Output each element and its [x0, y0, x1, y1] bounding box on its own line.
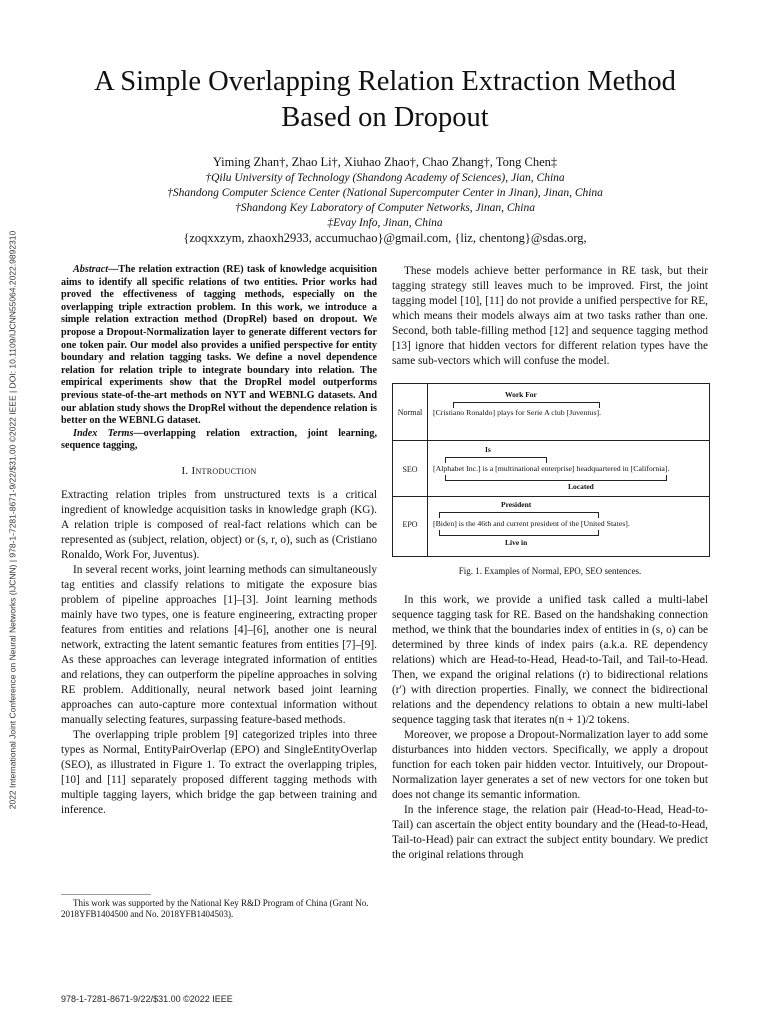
relation-label-is: Is — [485, 445, 491, 454]
figure-sentence-epo: [Biden] is the 46th and current president of the [United States]. — [433, 519, 630, 528]
left-column — [61, 264, 377, 818]
figure-row-label-seo: SEO — [402, 465, 418, 474]
figure-row-separator — [393, 496, 709, 497]
section-title: Introduction — [191, 464, 257, 477]
figure-sentence-seo: [Alphabet Inc.] is a [multinational enterprise] headquartered in [California]. — [433, 464, 670, 473]
author-names: Yiming Zhan†, Zhao Li†, Xiuhao Zhao†, Chao Zhang†, Tong Chen‡ — [212, 155, 558, 169]
title-line-1: A Simple Overlapping Relation Extraction Method — [94, 66, 676, 97]
title-line-2: Based on Dropout — [281, 102, 489, 133]
relation-arc — [445, 475, 667, 481]
figure-row-separator — [393, 440, 709, 441]
ieee-sidebar — [4, 80, 20, 960]
relation-label-president: President — [501, 500, 532, 509]
abstract-text: —The relation extraction (RE) task of knowledge acquisition aims to identify all specific relations of two entities. Prior works had proved the effectiveness of tagging methods, especially on the overlapping triple extraction problem. In this work, we introduce a simple relation extraction method (DropRel) based on dropout. We propose a Dropout-Normalization layer to generate different vectors for one token pair. Our model also provides a unified perspective for entity boundary and relation tagging tasks. We define a novel dependence relation for relation triple to integrate boundary into relation. The empirical experiments show that the DropRel model outperforms previous state-of-the-art methods on NYT and WEBNLG datasets. And our ablation study shows the DropRel without the dependence relation is better on the WEBNLG dataset. — [61, 264, 377, 427]
affiliation-4: ‡Evay Info, Jinan, China — [327, 217, 443, 229]
relation-label-live-in: Live in — [505, 538, 528, 547]
figure-1 — [392, 383, 710, 557]
relation-arc — [445, 457, 547, 463]
index-terms-label: Index Terms — [73, 427, 134, 439]
figure-sentence-normal: [Cristiano Ronaldo] plays for Serie A club [Juventus]. — [433, 408, 602, 417]
index-terms-text: —overlapping relation extraction, joint learning, sequence tagging, — [61, 427, 377, 452]
affiliation-1: †Qilu University of Technology (Shandong Academy of Sciences), Jian, China — [205, 172, 565, 184]
author-emails: {zoqxxzym, zhaoxh2933, accumuchao}@gmail.com, {liz, chentong}@sdas.org, — [183, 231, 587, 245]
relation-arc — [439, 530, 599, 536]
figure-divider — [427, 384, 428, 556]
section-heading — [61, 464, 377, 479]
intro-paragraph-3: The overlapping triple problem [9] categorized triples into three types as Normal, EntityPairOverlap (EPO) and SingleEntityOverlap (SEO), as illustrated in Figure 1. To extract the overlapping triples, [10] and [11] separately proposed different tagging methods with multiple tagging layers, which bridge the gap between training and inference. — [61, 728, 377, 816]
footnote: This work was supported by the National Key R&D Program of China (Grant No. 2018YFB1404500 and No. 2018YFB1404503). — [61, 898, 369, 919]
relation-label-work-for: Work For — [505, 390, 537, 399]
author-block — [40, 155, 730, 246]
intro-paragraph-2: In several recent works, joint learning methods can simultaneously tag entities and classify relations to mitigate the exposure bias problem of pipeline approaches [1]–[3]. Joint learning methods mainly have two types, one is feature engineering, extracting proper features from entities and relations [4]–[6], another one is neural network, extracting the latent semantic features from entities [7]–[9]. As these approaches can leverage integrated information of entities and relations, they can outperform the pipeline approaches in solving RE problem. Additionally, neural network based joint learning approaches can auto-capture more contextual information without manually selecting features, surpassing feature-based methods. — [61, 563, 377, 726]
footnote-rule — [61, 894, 151, 895]
right-paragraph-3: Moreover, we propose a Dropout-Normalization layer to add some disturbances into hidden vectors. Specifically, we apply a dropout function for each token pair hidden vector. Intuitively, our Dropout-Normalization layer generates a set of new vectors for one token but does not change its semantic information. — [392, 729, 708, 801]
right-paragraph-4: In the inference stage, the relation pair (Head-to-Head, Head-to-Tail) can ascertain the object entity boundary and the (Head-to-Head, Tail-to-Head) pair can extract the subject entity boundary. We predict the original relations through — [392, 804, 708, 861]
intro-paragraph-1: Extracting relation triples from unstructured texts is a critical ingredient of knowledge acquisition tasks in knowledge graph (KG). A relation triple is composed of real-fact relations which can be represented as (subject, relation, object) or (s, r, o), such as (Cristiano Ronaldo, Work For, Juventus). — [61, 488, 377, 561]
right-paragraph-2: In this work, we provide a unified task called a multi-label sequence tagging task for RE. Based on the handshaking connection method, we think that the boundaries index of entities in (s, o) can be determined by three kinds of index pairs (a.k.a. RE dependency relations) which are Head-to-Head, Head-to-Tail, and Tail-to-Head. Then, we expand the original relations (r) to bidirectional relations (r′) with direction properties. Finally, we connect the bidirectional relations and the dependency relations to obtain a new multi-label sequence tagging task that iterates n(n + 1)/2 tokens. — [392, 594, 708, 726]
relation-arc — [439, 512, 599, 518]
page-footer: 978-1-7281-8671-9/22/$31.00 ©2022 IEEE — [61, 994, 233, 1004]
figure-row-label-normal: Normal — [397, 408, 423, 417]
relation-label-located: Located — [568, 482, 594, 491]
right-column — [392, 264, 708, 863]
index-terms — [61, 428, 377, 453]
affiliation-3: †Shandong Key Laboratory of Computer Networks, Jinan, China — [235, 202, 535, 214]
abstract-label: Abstract — [73, 264, 109, 275]
sidebar-text: 2022 International Joint Conference on Neural Networks (IJCNN) | 978-1-7281-8671-9/22/$31.00 ©2022 IEEE | DOI: 10.1109/IJCNN55064.2022.9892310 — [7, 230, 17, 810]
abstract — [61, 264, 377, 428]
section-number: I. — [181, 464, 189, 477]
figure-row-label-epo: EPO — [402, 520, 418, 529]
figure-caption: Fig. 1. Examples of Normal, EPO, SEO sentences. — [458, 566, 642, 576]
right-paragraph-1: These models achieve better performance in RE task, but their tagging strategy still leaves much to be improved. First, the joint tagging model [10], [11] do not provide a unified perspective for RE, which means their models always aim at two tasks rather than one. Second, both table-filling method [12] and sequence tagging method [13] ignore that hidden vectors for different relation types have the same sub-vectors which will confuse the model. — [392, 265, 708, 367]
affiliation-2: †Shandong Computer Science Center (National Supercomputer Center in Jinan), Jinan, China — [167, 187, 603, 199]
paper-title — [40, 64, 730, 136]
